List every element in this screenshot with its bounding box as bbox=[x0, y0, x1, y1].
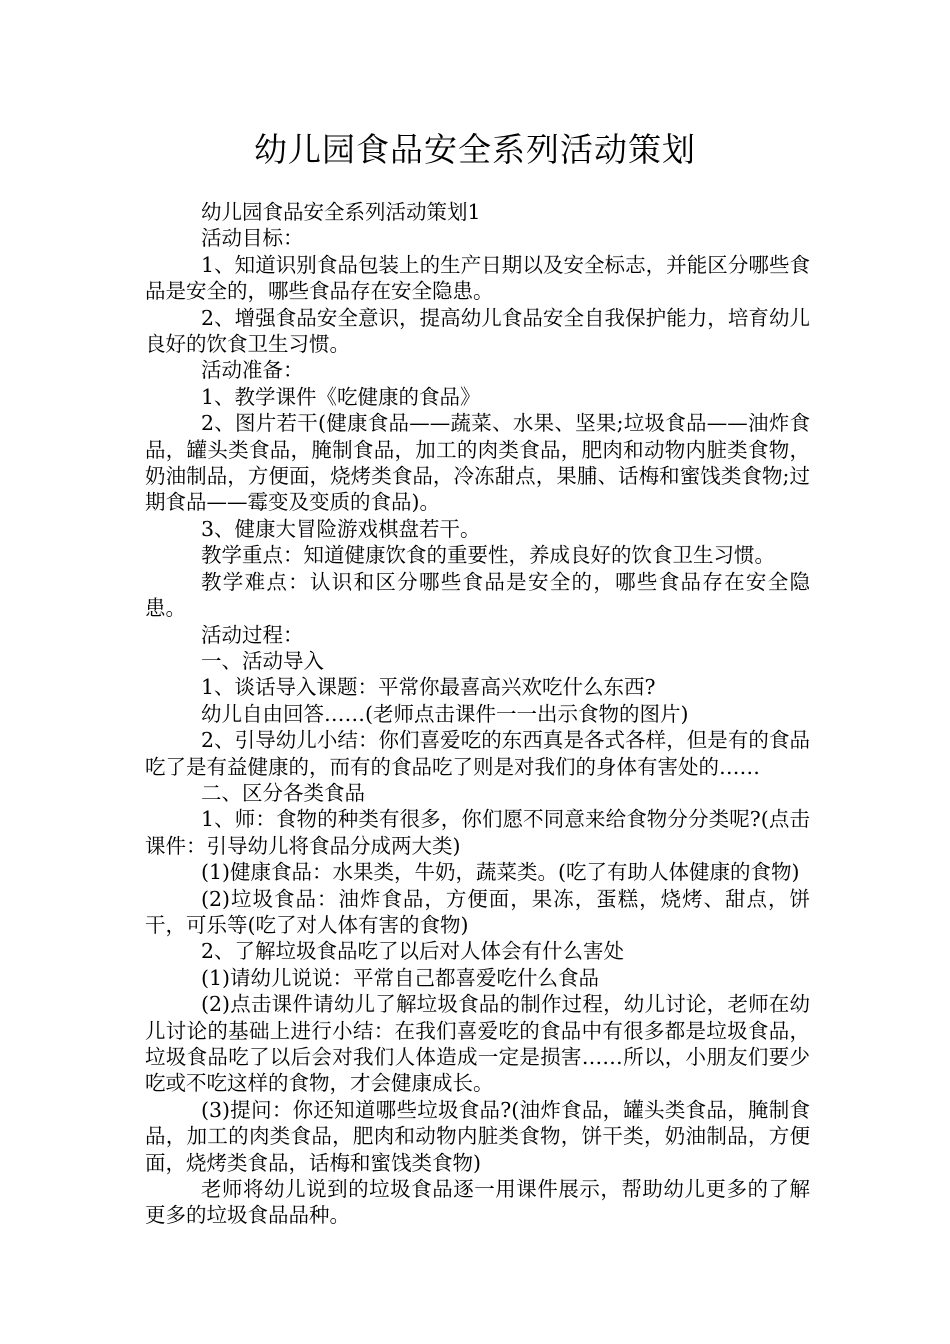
paragraph-section-2: 二、区分各类食品 bbox=[201, 780, 365, 805]
paragraph-harm-heading: 2、了解垃圾食品吃了以后对人体会有什么害处 bbox=[201, 939, 625, 964]
paragraph-classify: 1、师：食物的种类有很多，你们愿不同意来给食物分分类呢?(点击课件：引导幼儿将食品分成两大类) bbox=[145, 807, 810, 858]
paragraph-goal-2: 2、增强食品安全意识，提高幼儿食品安全自我保护能力，培育幼儿良好的饮食卫生习惯。 bbox=[145, 305, 810, 357]
document-body bbox=[145, 199, 810, 1229]
paragraph-key-point: 教学重点：知道健康饮食的重要性，养成良好的饮食卫生习惯。 bbox=[201, 543, 775, 568]
paragraph-heading: 幼儿园食品安全系列活动策划1 bbox=[201, 200, 481, 224]
paragraph-harm-1: (1)请幼儿说说：平常自己都喜爱吃什么食品 bbox=[201, 965, 600, 990]
paragraph-step-1: 1、谈话导入课题：平常你最喜高兴欢吃什么东西? bbox=[201, 675, 656, 700]
paragraph-harm-2: (2)点击课件请幼儿了解垃圾食品的制作过程，幼儿讨论，老师在幼儿讨论的基础上进行小结：在我们喜爱吃的食品中有很多都是垃圾食品，垃圾食品吃了以后会对我们人体造成一定是损害……所以，小朋友们要少吃或不吃这样的食物，才会健康成长。 bbox=[145, 992, 810, 1096]
paragraph-healthy-food: (1)健康食品：水果类，牛奶，蔬菜类。(吃了有助人体健康的食物) bbox=[201, 860, 800, 885]
paragraph-junk-food: (2)垃圾食品：油炸食品，方便面，果冻，蛋糕，烧烤、甜点，饼干，可乐等(吃了对人体有害的食物) bbox=[145, 886, 810, 937]
paragraph-prep-2: 2、图片若干(健康食品——蔬菜、水果、坚果;垃圾食品——油炸食品，罐头类食品，腌制食品，加工的肉类食品，肥肉和动物内脏类食物，奶油制品，方便面，烧烤类食品，冷冻甜点，果脯、话梅和蜜饯类食物;过期食品——霉变及变质的食品)。 bbox=[145, 411, 810, 515]
paragraph-section-1: 一、活动导入 bbox=[201, 648, 324, 673]
paragraph-process-label: 活动过程： bbox=[201, 622, 304, 647]
paragraph-difficulty: 教学难点：认识和区分哪些食品是安全的，哪些食品存在安全隐患。 bbox=[145, 569, 810, 621]
paragraph-harm-3: (3)提问：你还知道哪些垃圾食品?(油炸食品，罐头类食品，腌制食品，加工的肉类食品，肥肉和动物内脏类食物，饼干类，奶油制品，方便面，烧烤类食品，话梅和蜜饯类食物) bbox=[145, 1097, 810, 1175]
paragraph-closing: 老师将幼儿说到的垃圾食品逐一用课件展示，帮助幼儿更多的了解更多的垃圾食品品种。 bbox=[145, 1177, 810, 1228]
paragraph-prep-3: 3、健康大冒险游戏棋盘若干。 bbox=[201, 516, 481, 541]
document-title: 幼儿园食品安全系列活动策划 bbox=[254, 130, 696, 169]
paragraph-step-2: 2、引导幼儿小结：你们喜爱吃的东西真是各式各样，但是有的食品吃了是有益健康的，而有的食品吃了则是对我们的身体有害处的…… bbox=[145, 728, 810, 779]
paragraph-free-answer: 幼儿自由回答……(老师点击课件一一出示食物的图片) bbox=[201, 701, 689, 726]
paragraph-goals-label: 活动目标： bbox=[201, 226, 304, 251]
paragraph-goal-1: 1、知道识别食品包装上的生产日期以及安全标志，并能区分哪些食品是安全的，哪些食品存在安全隐患。 bbox=[145, 252, 810, 304]
paragraph-prep-label: 活动准备： bbox=[201, 358, 304, 383]
paragraph-prep-1: 1、教学课件《吃健康的食品》 bbox=[201, 384, 481, 409]
